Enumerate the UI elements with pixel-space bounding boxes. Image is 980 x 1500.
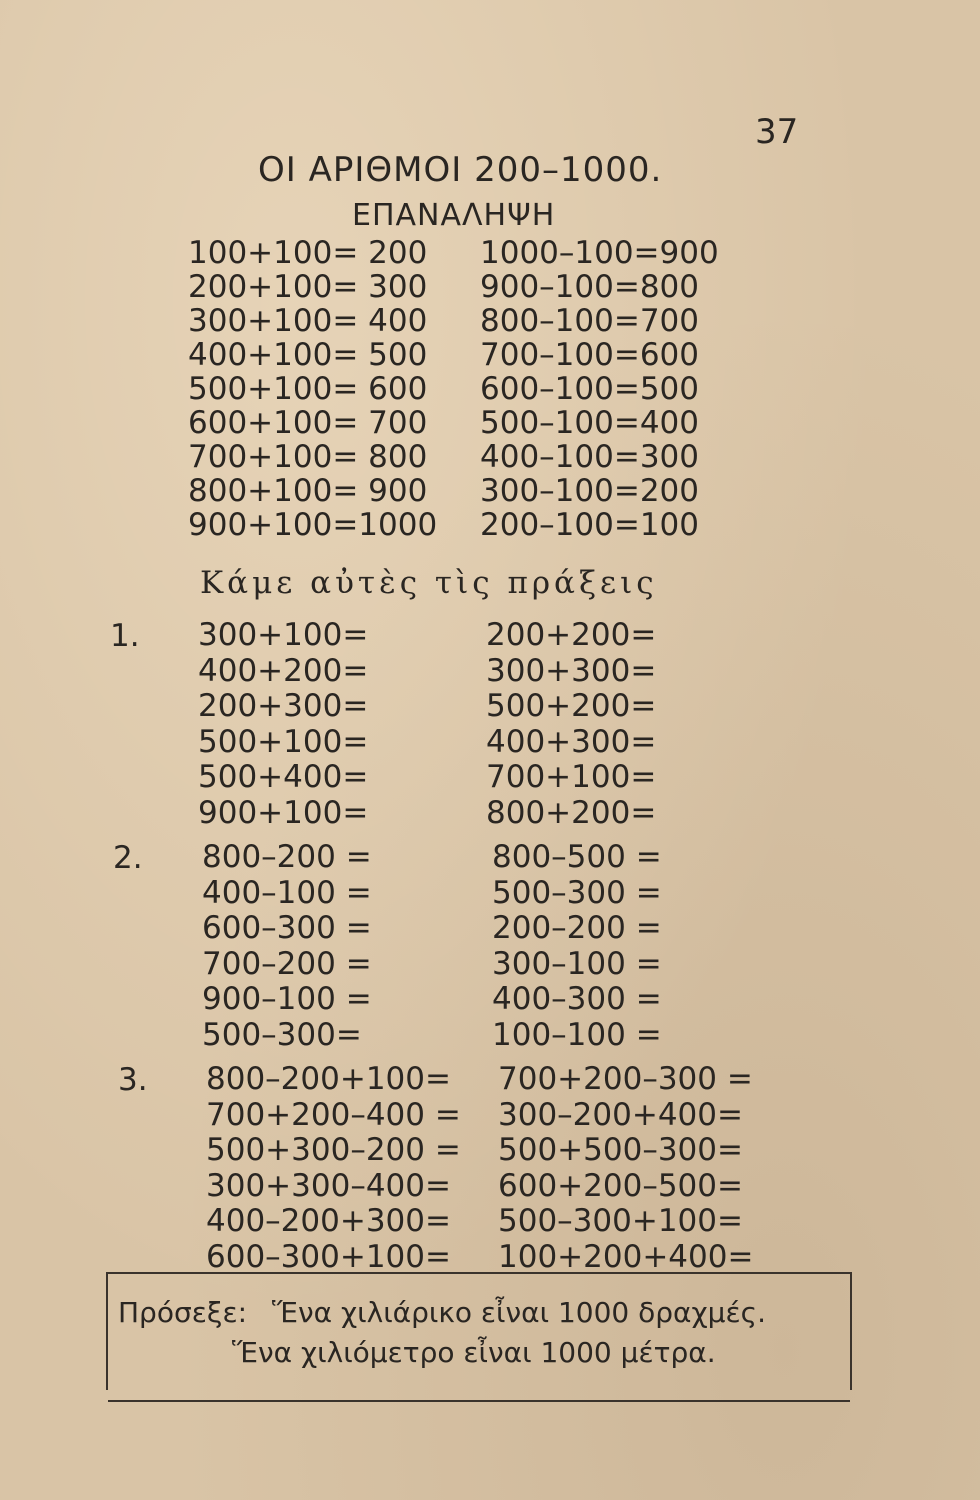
note-label: Πρόσεξε: <box>118 1296 248 1329</box>
equation: 900–100=800 <box>480 269 699 305</box>
exercise-item: 400+300= <box>486 723 657 760</box>
exercise-item: 700+100= <box>486 759 657 795</box>
equation: 700–100=600 <box>480 337 699 373</box>
equation: 400–100=300 <box>480 439 699 475</box>
exercise-item: 700–200 = <box>202 945 372 982</box>
exercise-item: 200+200= <box>486 617 657 653</box>
exercise-item: 500–300= <box>202 1016 362 1053</box>
equation: 800–100=700 <box>480 303 699 339</box>
note-box <box>106 1272 852 1390</box>
instruction-heading: Κάμε αὐτὲς τὶς πράξεις <box>200 565 658 601</box>
exercise-number: 2. <box>113 840 143 876</box>
equation: 1000–100=900 <box>480 235 719 271</box>
exercise-item: 500+200= <box>486 688 657 724</box>
page-title: ΟΙ ΑΡΙΘΜΟΙ 200–1000. <box>258 150 663 190</box>
equation: 100+100= 200 <box>188 235 428 271</box>
page-number: 37 <box>755 112 799 152</box>
exercise-item: 100–100 = <box>492 1016 662 1053</box>
equation: 600+100= 700 <box>188 405 428 441</box>
equation: 900+100=1000 <box>188 507 438 543</box>
exercise-right-column <box>486 618 656 831</box>
equation: 300+100= 400 <box>188 303 428 339</box>
exercise-number: 1. <box>110 618 140 654</box>
note-line: Ἕνα χιλιάρικο εἶναι 1000 δραχμές. <box>272 1296 766 1329</box>
exercise-item: 500–300+100= <box>498 1203 743 1239</box>
exercise-right-column <box>492 840 662 1053</box>
equation: 300–100=200 <box>480 473 699 509</box>
exercise-item: 400+200= <box>198 652 369 689</box>
exercise-item: 500+400= <box>198 759 369 795</box>
exercise-item: 500+300–200 = <box>206 1132 461 1168</box>
exercise-item: 100+200+400= <box>498 1238 754 1275</box>
exercise-left-column <box>206 1062 461 1275</box>
exercise-item: 300+100= <box>198 617 369 653</box>
exercise-item: 500+100= <box>198 723 369 760</box>
equation: 800+100= 900 <box>188 473 428 509</box>
equation: 600–100=500 <box>480 371 699 407</box>
exercise-left-column <box>198 618 368 831</box>
equation: 700+100= 800 <box>188 439 428 475</box>
exercise-item: 600+200–500= <box>498 1167 743 1204</box>
exercise-item: 800+200= <box>486 794 657 831</box>
exercise-item: 200–200 = <box>492 910 662 946</box>
exercise-item: 800–500 = <box>492 839 662 875</box>
note-box-bottom-rule <box>108 1400 850 1402</box>
page-subtitle: ΕΠΑΝΑΛΗΨΗ <box>352 198 556 233</box>
exercise-item: 300–200+400= <box>498 1096 743 1133</box>
exercise-item: 700+200–400 = <box>206 1096 461 1133</box>
exercise-item: 700+200–300 = <box>498 1061 753 1097</box>
repetition-right-column <box>480 236 719 542</box>
equation: 200–100=100 <box>480 507 699 543</box>
exercise-right-column <box>498 1062 753 1275</box>
exercise-item: 800–200 = <box>202 839 372 875</box>
equation: 400+100= 500 <box>188 337 428 373</box>
equation: 500–100=400 <box>480 405 699 441</box>
exercise-number: 3. <box>118 1062 148 1098</box>
exercise-item: 800–200+100= <box>206 1061 451 1097</box>
repetition-left-column <box>188 236 437 542</box>
exercise-item: 400–300 = <box>492 981 662 1017</box>
exercise-item: 500–300 = <box>492 874 662 911</box>
exercise-item: 300–100 = <box>492 945 662 982</box>
exercise-item: 400–200+300= <box>206 1203 451 1239</box>
exercise-item: 600–300 = <box>202 910 372 946</box>
exercise-item: 200+300= <box>198 688 369 724</box>
exercise-item: 900+100= <box>198 794 369 831</box>
equation: 500+100= 600 <box>188 371 428 407</box>
exercise-item: 400–100 = <box>202 874 372 911</box>
equation: 200+100= 300 <box>188 269 428 305</box>
exercise-item: 600–300+100= <box>206 1238 451 1275</box>
exercise-item: 900–100 = <box>202 981 372 1017</box>
exercise-item: 500+500–300= <box>498 1132 743 1168</box>
note-line: Ἕνα χιλιόμετρο εἶναι 1000 μέτρα. <box>232 1336 716 1369</box>
exercise-item: 300+300–400= <box>206 1167 451 1204</box>
exercise-item: 300+300= <box>486 652 657 689</box>
exercise-left-column <box>202 840 372 1053</box>
